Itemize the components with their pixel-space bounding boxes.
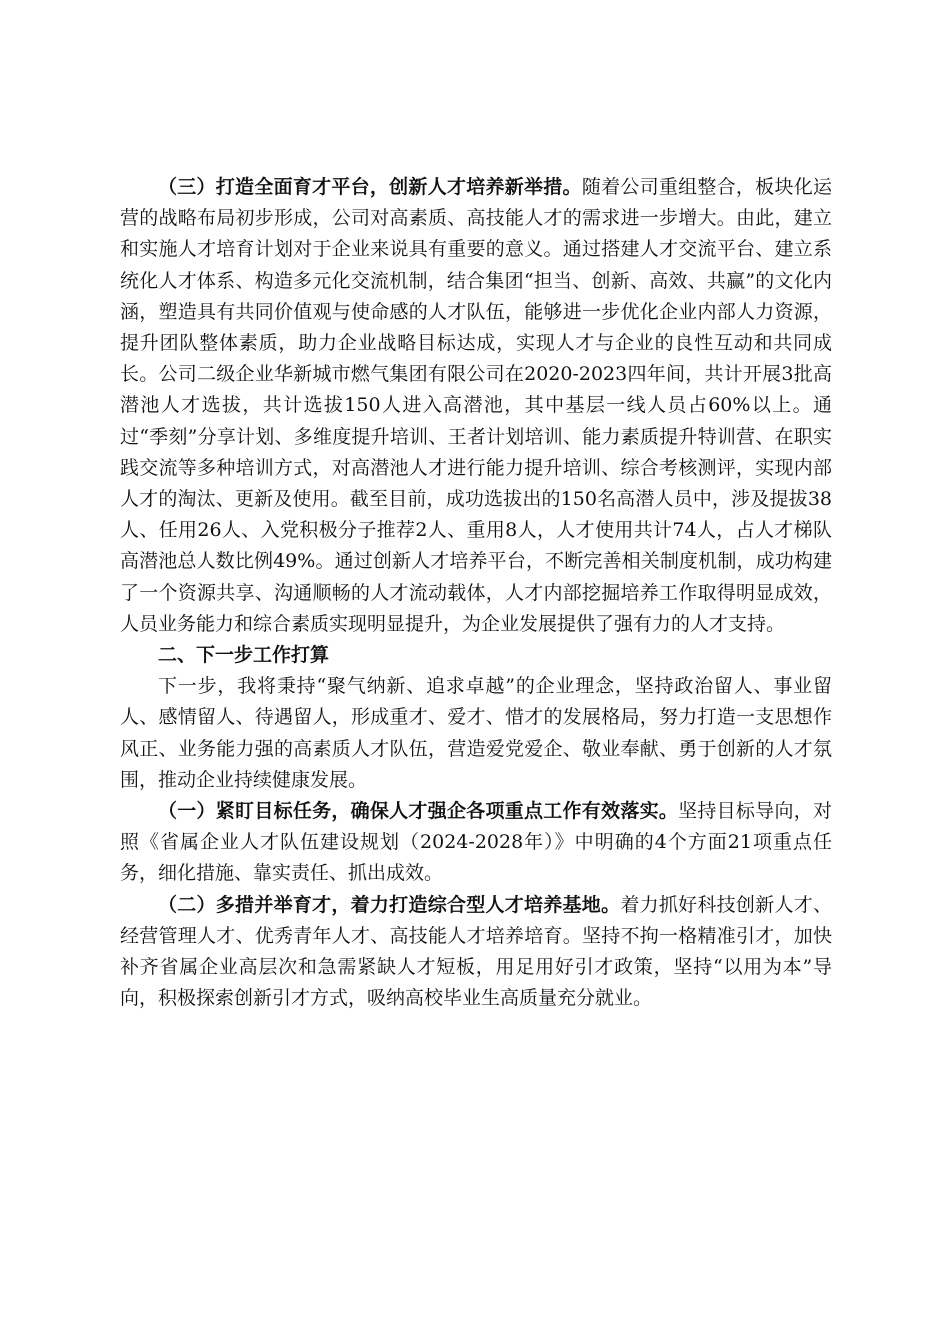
paragraph-training-base xyxy=(120,890,832,1015)
paragraph-text: 随着公司重组整合，板块化运营的战略布局初步形成，公司对高素质、高技能人才的需求进一步增大。由此，建立和实施人才培育计划对于企业来说具有重要的意义。通过搭建人才交流平台、建立系统化人才体系、构造多元化交流机制，结合集团“担当、创新、高效、共赢”的文化内涵，塑造具有共同价值观与使命感的人才队伍，能够进一步优化企业内部人力资源，提升团队整体素质，助力企业战略目标达成，实现人才与企业的良性互动和共同成长。公司二级企业华新城市燃气集团有限公司在2020-2023四年间，共计开展3批高潜池人才选拔，共计选拔150人进入高潜池，其中基层一线人员占60%以上。通过“季刻”分享计划、多维度提升培训、王者计划培训、能力素质提升特训营、在职实践交流等多种培训方式，对高潜池人才进行能力提升培训、综合考核测评，实现内部人才的淘汰、更新及使用。截至目前，成功选拔出的150名高潜人员中，涉及提拔38人、任用26人、入党积极分子推荐2人、重用8人，人才使用共计74人，占人才梯队高潜池总人数比例49%。通过创新人才培养平台，不断完善相关制度机制，成功构建了一个资源共享、沟通顺畅的人才流动载体，人才内部挖掘培养工作取得明显成效，人员业务能力和综合素质实现明显提升，为企业发展提供了强有力的人才支持。 xyxy=(120,176,832,635)
paragraph-talent-platform xyxy=(120,172,832,640)
paragraph-lead-bold: （一）紧盯目标任务，确保人才强企各项重点工作有效落实。 xyxy=(158,800,679,823)
section-heading: 二、下一步工作打算 xyxy=(158,644,330,667)
paragraph-lead-bold: （三）打造全面育才平台，创新人才培养新举措。 xyxy=(158,176,582,198)
paragraph-next-steps: 下一步，我将秉持“聚气纳新、追求卓越”的企业理念，坚持政治留人、事业留人、感情留人、待遇留人，形成重才、爱才、惜才的发展格局，努力打造一支思想作风正、业务能力强的高素质人才队伍，营造爱党爱企、敬业奉献、勇于创新的人才氛围，推动企业持续健康发展。 xyxy=(120,675,832,791)
paragraph-target-tasks xyxy=(120,796,832,890)
paragraph-text: 着力抓好科技创新人才、经营管理人才、优秀青年人才、高技能人才培养培育。坚持不拘一格精准引才，加快补齐省属企业高层次和急需紧缺人才短板，用足用好引才政策，坚持“以用为本”导向，积极探索创新引才方式，吸纳高校毕业生高质量充分就业。 xyxy=(120,893,832,1010)
document-body xyxy=(120,172,832,1014)
paragraph-lead-bold: （二）多措并举育才，着力打造综合型人才培养基地。 xyxy=(158,893,621,916)
paragraph-text: 坚持目标导向，对照《省属企业人才队伍建设规划（2024-2028年）》中明确的4个方面21项重点任务，细化措施、靠实责任、抓出成效。 xyxy=(120,800,832,885)
